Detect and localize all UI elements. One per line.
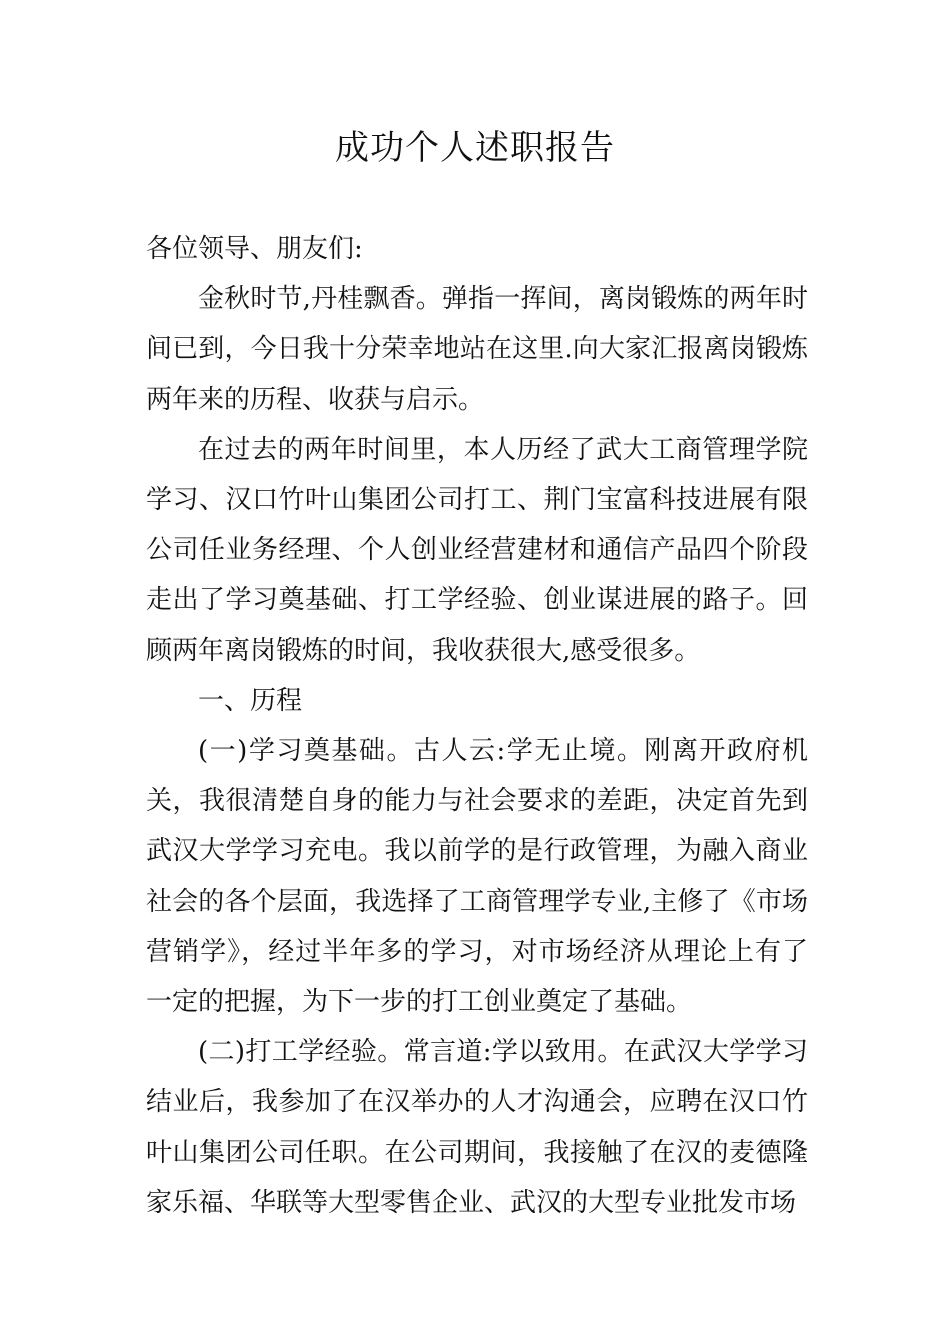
paragraph-overview: 在过去的两年时间里，本人历经了武大工商管理学院学习、汉口竹叶山集团公司打工、荆门宝富科技进展有限公司任业务经理、个人创业经营建材和通信产品四个阶段走出了学习奠基础、打工学经验、创业谋进展的路子。回顾两年离岗锻炼的时间，我收获很大,感受很多。 bbox=[146, 434, 808, 666]
section-heading-history: 一、历程 bbox=[198, 685, 303, 716]
paragraph-intro: 金秋时节,丹桂飘香。弹指一挥间，离岗锻炼的两年时间已到，今日我十分荣幸地站在这里.向大家汇报离岗锻炼两年来的历程、收获与启示。 bbox=[146, 284, 808, 415]
document-title: 成功个人述职报告 bbox=[335, 128, 615, 168]
paragraph-study: (一)学习奠基础。古人云:学无止境。刚离开政府机关，我很清楚自身的能力与社会要求的差距，决定首先到武汉大学学习充电。我以前学的是行政管理，为融入商业社会的各个层面，我选择了工商管理学专业,主修了《市场营销学》，经过半年多的学习，对市场经济从理论上有了一定的把握，为下一步的打工创业奠定了基础。 bbox=[146, 736, 808, 1018]
greeting-line: 各位领导、朋友们: bbox=[146, 234, 363, 264]
paragraph-work: (二)打工学经验。常言道:学以致用。在武汉大学学习结业后，我参加了在汉举办的人才沟通会，应聘在汉口竹叶山集团公司任职。在公司期间，我接触了在汉的麦德隆家乐福、华联等大型零售企业、武汉的大型专业批发市场 bbox=[146, 1037, 808, 1218]
document-body bbox=[146, 224, 808, 1228]
